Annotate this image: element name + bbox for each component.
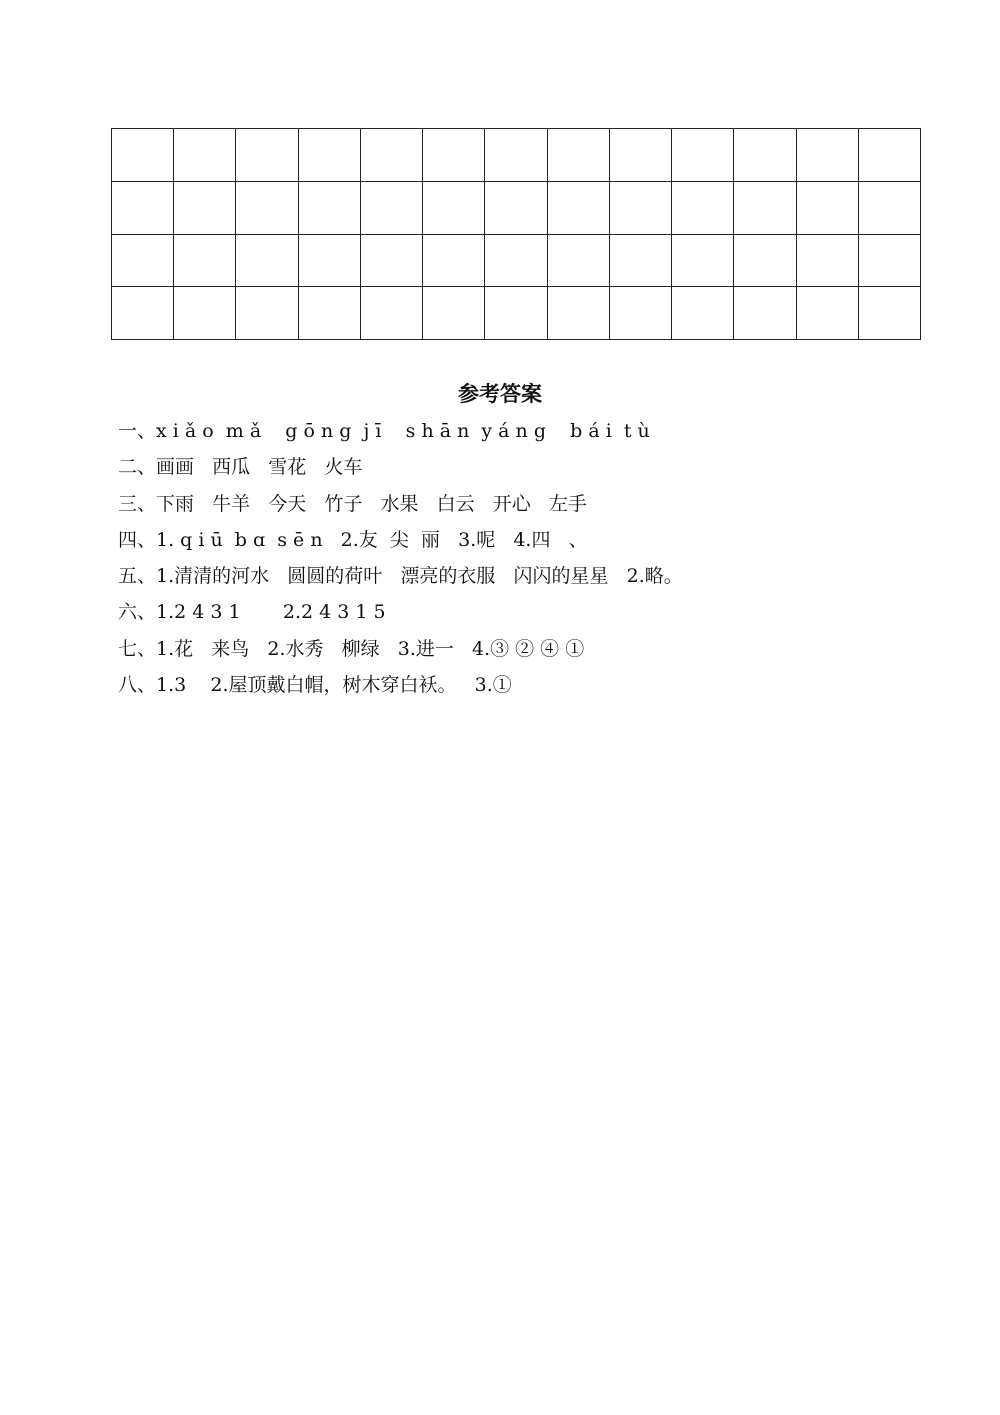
grid-cell [485, 287, 547, 340]
grid-cell [797, 235, 859, 288]
answer-line-2: 二、画画 西瓜 雪花 火车 [118, 456, 363, 479]
grid-cell [361, 129, 423, 182]
grid-cell [174, 235, 236, 288]
grid-cell [734, 235, 796, 288]
grid-cell [236, 129, 298, 182]
answer-line-5: 五、1.清清的河水 圆圆的荷叶 漂亮的衣服 闪闪的星星 2.略。 [118, 565, 683, 588]
grid-cell [797, 129, 859, 182]
grid-cell [423, 287, 485, 340]
grid-cell [797, 182, 859, 235]
grid-cell [610, 287, 672, 340]
grid-cell [112, 235, 174, 288]
grid-cell [423, 235, 485, 288]
grid-cell [174, 129, 236, 182]
grid-cell [112, 182, 174, 235]
answer-line-7: 七、1.花 来鸟 2.水秀 柳绿 3.进一 4.③ ② ④ ① [118, 637, 585, 660]
grid-cell [299, 287, 361, 340]
grid-cell [548, 182, 610, 235]
grid-cell [797, 287, 859, 340]
grid-cell [672, 129, 734, 182]
grid-cell [485, 182, 547, 235]
grid-cell [361, 182, 423, 235]
grid-cell [112, 287, 174, 340]
grid-cell [734, 287, 796, 340]
grid-cell [610, 129, 672, 182]
grid-cell [236, 182, 298, 235]
grid-cell [859, 129, 921, 182]
grid-cell [672, 235, 734, 288]
answer-list [118, 416, 938, 706]
answer-line-8: 八、1.3 2.屋顶戴白帽，树木穿白袄。 3.① [118, 674, 512, 697]
grid-cell [548, 129, 610, 182]
grid-cell [610, 182, 672, 235]
grid-cell [236, 287, 298, 340]
grid-cell [859, 287, 921, 340]
grid-cell [423, 129, 485, 182]
grid-cell [361, 235, 423, 288]
grid-cell [485, 235, 547, 288]
answer-line-3: 三、下雨 牛羊 今天 竹子 水果 白云 开心 左手 [118, 492, 587, 515]
answer-key-title: 参考答案 [458, 382, 542, 406]
grid-cell [548, 287, 610, 340]
writing-grid [111, 128, 921, 340]
grid-cell [361, 287, 423, 340]
grid-cell [734, 182, 796, 235]
grid-cell [548, 235, 610, 288]
answer-line-1: 一、x i ǎ o m ǎ g ō n g j ī s h ā n y á n g b á i t ù [118, 420, 650, 442]
grid-cell [485, 129, 547, 182]
grid-cell [236, 235, 298, 288]
grid-cell [174, 182, 236, 235]
answer-line-4: 四、1. q i ū b ɑ s ē n 2.友 尖 丽 3.呢 4.四 、 [118, 528, 588, 551]
grid-cell [734, 129, 796, 182]
grid-cell [299, 235, 361, 288]
answer-line-6: 六、1.2 4 3 1 2.2 4 3 1 5 [118, 601, 386, 624]
grid-cell [672, 287, 734, 340]
grid-cell [174, 287, 236, 340]
grid-cell [112, 129, 174, 182]
grid-cell [299, 129, 361, 182]
grid-cell [859, 182, 921, 235]
grid-cell [299, 182, 361, 235]
grid-cell [672, 182, 734, 235]
grid-cell [610, 235, 672, 288]
grid-cell [859, 235, 921, 288]
grid-cell [423, 182, 485, 235]
